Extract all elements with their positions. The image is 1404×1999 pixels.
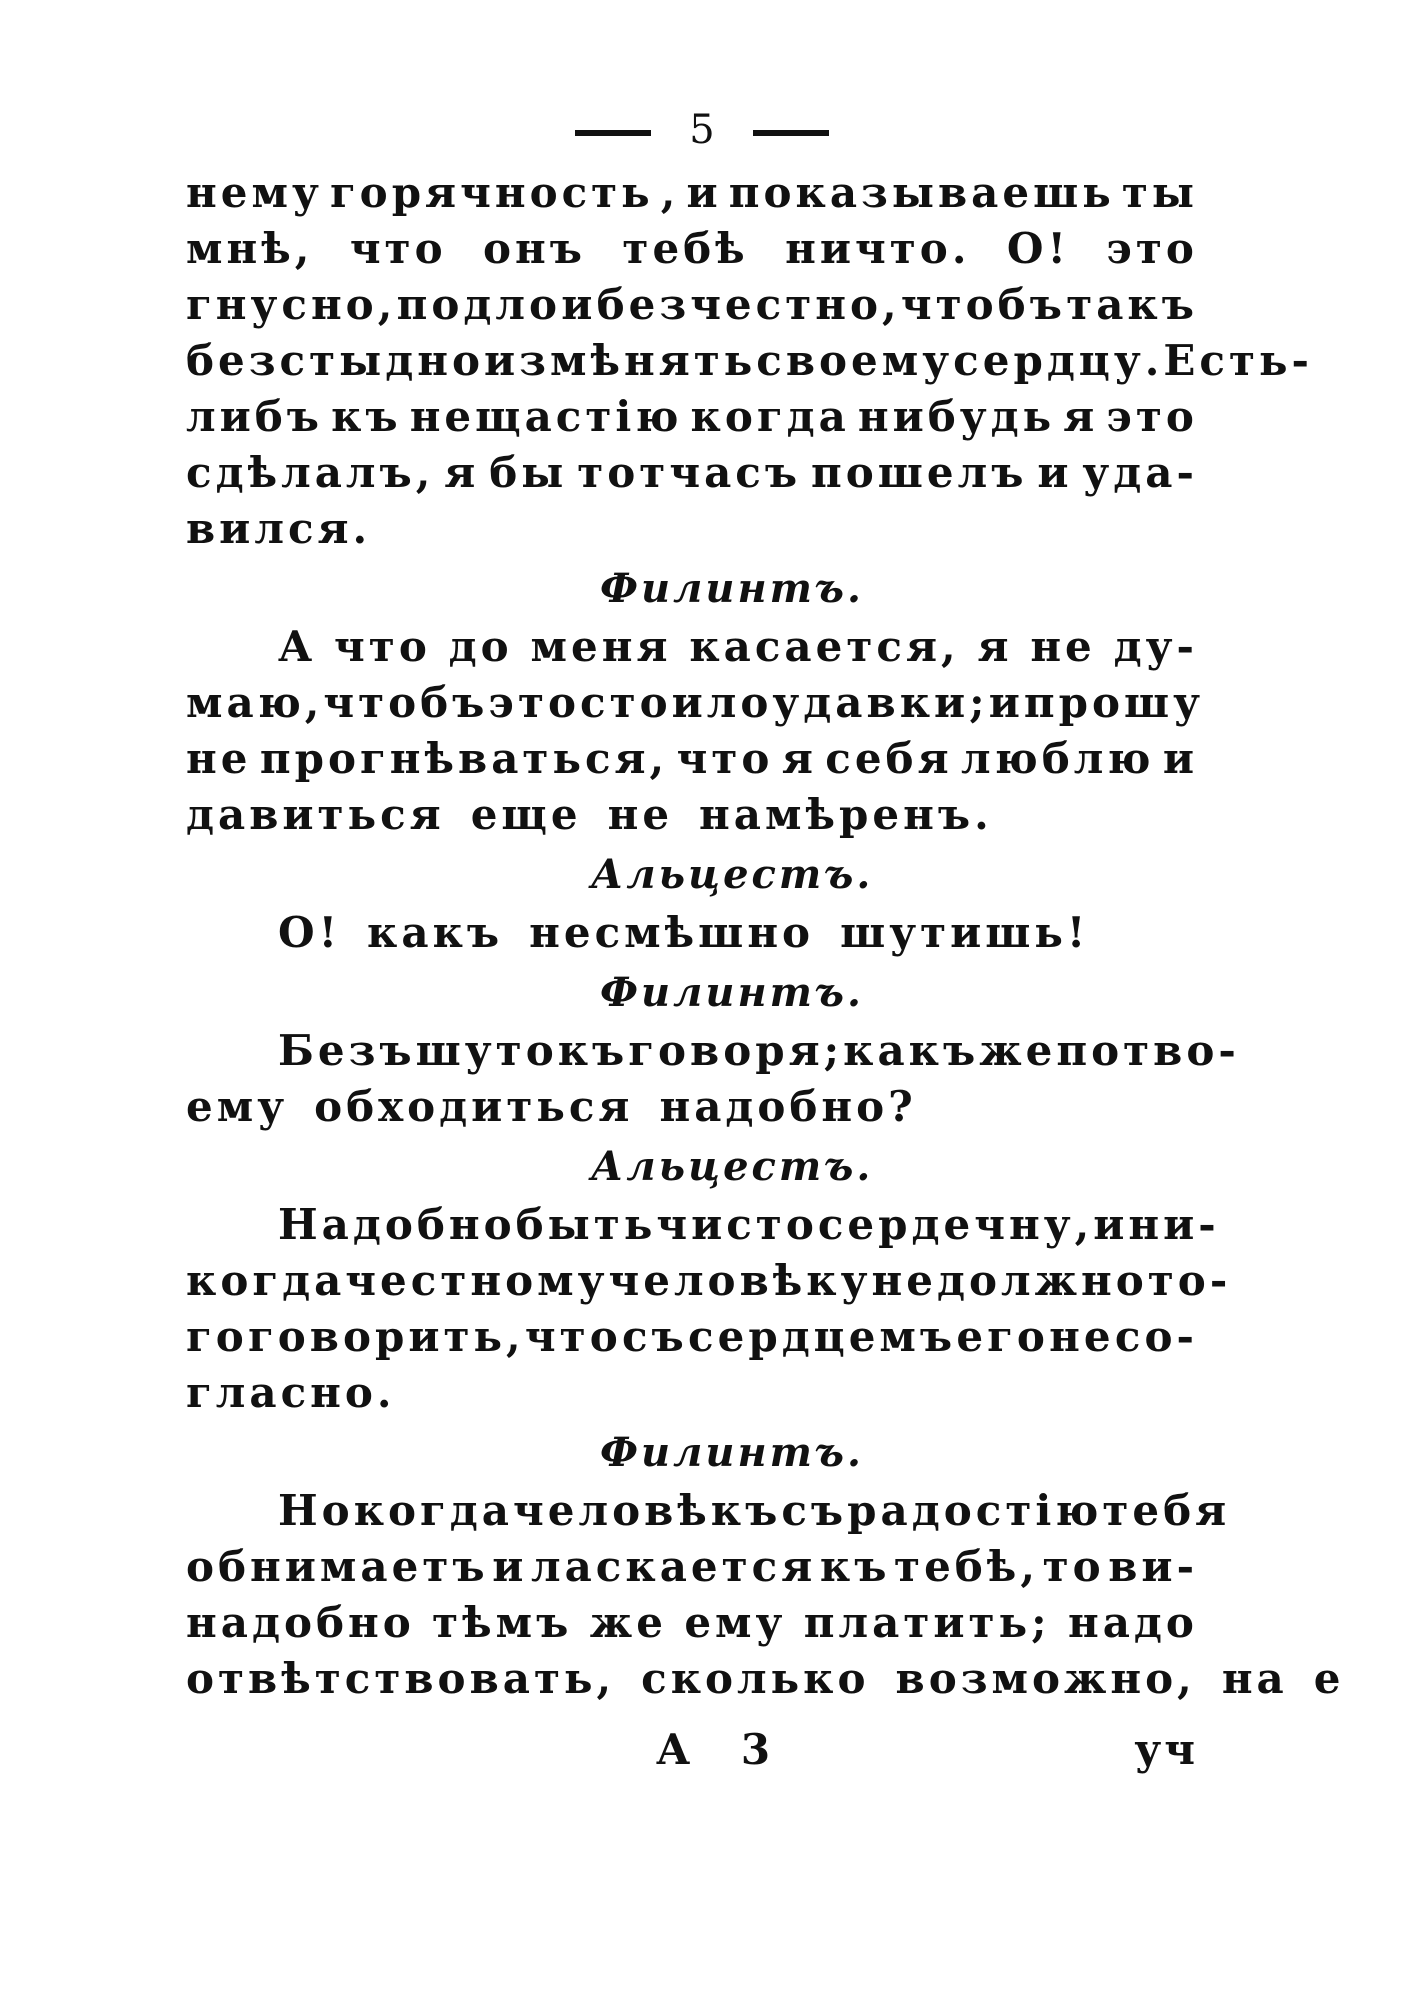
word: не	[1049, 1312, 1115, 1361]
word: съ	[621, 1312, 688, 1361]
word: гнусно,	[186, 280, 397, 329]
word: возможно,	[895, 1654, 1196, 1703]
word: это	[488, 678, 581, 727]
paragraph	[186, 619, 1204, 843]
word: и	[492, 1542, 528, 1591]
speaker-heading: Альцестъ.	[590, 1143, 874, 1190]
word: когда	[353, 1486, 513, 1535]
text-line	[186, 1595, 1198, 1651]
word: показываешь	[728, 168, 1115, 217]
text-line	[186, 1539, 1198, 1595]
paragraph	[186, 1483, 1345, 1707]
word: еще	[470, 790, 582, 839]
word: стоило	[580, 678, 773, 727]
word: радостію	[847, 1486, 1103, 1535]
page-body	[186, 165, 1345, 1707]
word: сдѣлалъ,	[186, 448, 435, 497]
word: и	[1162, 734, 1198, 783]
word: ничто.	[785, 224, 971, 273]
word: какъ	[843, 1026, 980, 1075]
word: отвѣтствовать,	[186, 1654, 616, 1703]
word: надо	[1067, 1598, 1198, 1647]
page-footer	[186, 1722, 1198, 1778]
word: ему	[684, 1598, 787, 1647]
speaker-heading: Филинтъ.	[600, 1429, 864, 1476]
word: е	[1313, 1654, 1345, 1703]
word: не	[871, 1256, 937, 1305]
word: люблю	[961, 734, 1155, 783]
word: то-	[1147, 1256, 1232, 1305]
word: прошу	[1023, 678, 1204, 727]
page-number: 5	[689, 107, 715, 153]
word: тѣмъ	[432, 1598, 573, 1647]
word: же	[589, 1598, 667, 1647]
word: го	[186, 1312, 248, 1361]
text-line	[186, 675, 1204, 731]
word: и	[686, 168, 722, 217]
word: тво-	[1123, 1026, 1240, 1075]
word: ду-	[1113, 622, 1198, 671]
paragraph	[186, 905, 1198, 961]
word: это	[1106, 224, 1198, 273]
word: ви-	[1108, 1542, 1198, 1591]
text-line	[186, 1651, 1345, 1707]
word: Надобно	[278, 1200, 516, 1249]
word: онъ	[483, 224, 586, 273]
word: съ	[781, 1486, 848, 1535]
page-header	[0, 105, 1404, 155]
text-line	[186, 389, 1198, 445]
word: меня	[530, 622, 672, 671]
word: О!	[278, 908, 342, 957]
word: обнимаетъ	[186, 1542, 489, 1591]
word: своему	[756, 336, 954, 385]
text-line	[186, 1253, 1232, 1309]
word: чтобъ	[323, 678, 489, 727]
word: горячность	[329, 168, 654, 217]
word: тотчасъ	[577, 448, 802, 497]
word: человѣкъ	[513, 1486, 782, 1535]
speaker-heading: Альцестъ.	[590, 851, 874, 898]
word: тебѣ,	[894, 1542, 1039, 1591]
word: что	[676, 734, 774, 783]
catchword: уч	[1134, 1725, 1198, 1774]
word: сколько	[641, 1654, 870, 1703]
text-line	[186, 731, 1198, 787]
header-dash-left	[575, 130, 651, 136]
word: я	[444, 448, 480, 497]
text-line	[186, 787, 1198, 843]
word: человѣку	[608, 1256, 872, 1305]
word: А	[278, 622, 317, 671]
word: я	[781, 734, 817, 783]
word: обходиться	[314, 1082, 634, 1131]
word: должно	[936, 1256, 1148, 1305]
word: давиться	[186, 790, 445, 839]
word: что	[349, 224, 447, 273]
word: безчестно,	[596, 280, 901, 329]
text-line	[186, 619, 1198, 675]
word: безстыдно	[186, 336, 484, 385]
word: подло	[396, 280, 561, 329]
word: тебѣ	[622, 224, 749, 273]
word: къ	[331, 392, 402, 441]
word: быть	[515, 1200, 657, 1249]
text-line	[186, 1079, 1198, 1135]
printer-signature: А 3	[656, 1725, 789, 1774]
word: ,	[660, 168, 680, 217]
word: я	[1063, 392, 1099, 441]
word: честному	[345, 1256, 609, 1305]
word: чтобъ	[900, 280, 1066, 329]
word: маю,	[186, 678, 324, 727]
word: на	[1221, 1654, 1288, 1703]
word: сердцемъ	[688, 1312, 957, 1361]
word: ему	[186, 1082, 289, 1131]
word: касается,	[689, 622, 960, 671]
text-line	[186, 165, 1198, 221]
speaker-heading: Филинтъ.	[600, 565, 864, 612]
speaker-heading: Филинтъ.	[600, 969, 864, 1016]
text-line	[186, 277, 1198, 333]
text-line	[186, 221, 1198, 277]
word: удавки;	[772, 678, 989, 727]
text-line	[186, 905, 1198, 961]
paragraph	[186, 1023, 1240, 1135]
word: пошелъ	[810, 448, 1028, 497]
word: и	[561, 280, 597, 329]
word: это	[1106, 392, 1198, 441]
word: по	[1056, 1026, 1124, 1075]
text-line	[186, 501, 1198, 557]
word: и	[988, 678, 1024, 727]
word: чистосердечну,	[656, 1200, 1094, 1249]
word: тебя	[1102, 1486, 1231, 1535]
header-dash-right	[753, 130, 829, 136]
word: нибудь	[857, 392, 1056, 441]
word: его	[956, 1312, 1049, 1361]
word: прогнѣваться,	[259, 734, 669, 783]
text-line	[186, 333, 1313, 389]
word: не	[186, 734, 252, 783]
word: вился.	[186, 504, 372, 553]
word: Безъ	[278, 1026, 416, 1075]
word: надобно?	[659, 1082, 917, 1131]
paragraph	[186, 165, 1313, 557]
text-line	[186, 1365, 1198, 1421]
word: что	[334, 622, 431, 671]
word: О!	[1006, 224, 1070, 273]
word: ты	[1121, 168, 1198, 217]
word: до	[448, 622, 513, 671]
word: Но	[278, 1486, 354, 1535]
paragraph	[186, 1197, 1232, 1421]
word: такъ	[1066, 280, 1198, 329]
word: несмѣшно	[529, 908, 815, 957]
word: когда	[690, 392, 850, 441]
word: со-	[1114, 1312, 1198, 1361]
word: нещастію	[409, 392, 683, 441]
word: и	[1037, 448, 1073, 497]
word: не	[607, 790, 674, 839]
word: уда-	[1082, 448, 1198, 497]
word: гласно.	[186, 1368, 396, 1417]
word: намѣренъ.	[699, 790, 993, 839]
word: ни-	[1128, 1200, 1220, 1249]
word: я	[977, 622, 1013, 671]
word: шутокъ	[415, 1026, 629, 1075]
word: ласкается	[530, 1542, 817, 1591]
word: какъ	[367, 908, 504, 957]
word: что	[524, 1312, 622, 1361]
text-line	[186, 1197, 1220, 1253]
word: мнѣ,	[186, 224, 314, 273]
word: либъ	[186, 392, 323, 441]
word: бы	[489, 448, 568, 497]
word: не	[1030, 622, 1096, 671]
word: измѣнять	[484, 336, 757, 385]
word: говоря;	[628, 1026, 844, 1075]
word: говорить,	[248, 1312, 525, 1361]
text-line	[186, 1483, 1231, 1539]
word: же	[979, 1026, 1057, 1075]
word: себя	[825, 734, 953, 783]
word: къ	[819, 1542, 891, 1591]
word: и	[1093, 1200, 1129, 1249]
word: когда	[186, 1256, 346, 1305]
word: то	[1042, 1542, 1105, 1591]
text-line	[186, 1023, 1240, 1079]
text-line	[186, 1309, 1198, 1365]
word: Есть-	[1163, 336, 1313, 385]
text-line	[186, 445, 1198, 501]
word: сердцу.	[953, 336, 1164, 385]
word: нему	[186, 168, 323, 217]
word: платить;	[803, 1598, 1051, 1647]
word: надобно	[186, 1598, 415, 1647]
word: шутишь!	[840, 908, 1090, 957]
